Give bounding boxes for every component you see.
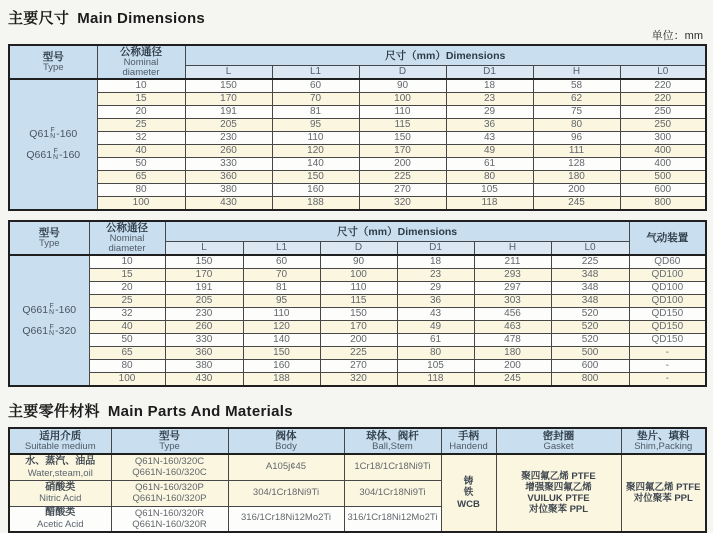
cell: 225 — [551, 255, 629, 269]
cell: 15 — [97, 93, 185, 106]
cell: 58 — [533, 79, 620, 93]
header-dimensions-label: 尺寸（mm）Dimensions — [385, 50, 506, 63]
cell: 81 — [272, 106, 359, 119]
cell: 430 — [185, 197, 272, 211]
table-row — [9, 119, 706, 132]
cell: 520 — [551, 321, 629, 334]
cell: 191 — [185, 106, 272, 119]
header-shim-packing — [621, 428, 706, 454]
handend-line: 铸 — [463, 476, 474, 488]
cell: 100 — [320, 269, 397, 282]
header-nominal-en1: Nominal — [109, 233, 145, 245]
cell: 150 — [320, 308, 397, 321]
medium-en: Water,steam,oil — [27, 467, 93, 479]
type-line: Q661N-160/320R — [132, 518, 207, 530]
cell: 330 — [185, 158, 272, 171]
medium-en: Acetic Acid — [37, 519, 84, 531]
cell: 36 — [397, 295, 474, 308]
cell: 49 — [446, 145, 533, 158]
cell: 348 — [551, 269, 629, 282]
header-type-zh: 型号 — [42, 50, 64, 63]
cell: QD150 — [629, 321, 706, 334]
cell: 170 — [320, 321, 397, 334]
header-nominal-diameter — [89, 221, 165, 255]
h-ball-zh: 球体、阀杆 — [366, 429, 419, 442]
medium-cell — [9, 454, 111, 480]
cell: 50 — [89, 334, 165, 347]
dimensions-table-2-body — [9, 255, 706, 386]
cell: 40 — [97, 145, 185, 158]
type-line: Q661N-160/320P — [132, 493, 207, 504]
medium-zh: 硝酸类 — [45, 481, 76, 493]
header-col-L0: L0 — [551, 241, 629, 255]
cell: 43 — [446, 132, 533, 145]
cell: 180 — [474, 347, 551, 360]
cell: 260 — [165, 321, 243, 334]
cell: 23 — [446, 93, 533, 106]
cell: 293 — [474, 269, 551, 282]
cell: 20 — [97, 106, 185, 119]
header-type — [111, 428, 228, 454]
table-row — [9, 295, 706, 308]
cell: 160 — [272, 184, 359, 197]
cell: 200 — [474, 360, 551, 373]
cell: 18 — [397, 255, 474, 269]
h-type-en: Type — [159, 441, 180, 453]
cell: 150 — [185, 79, 272, 93]
cell: 32 — [89, 308, 165, 321]
cell: 170 — [185, 93, 272, 106]
header-type — [9, 221, 89, 255]
cell: 478 — [474, 334, 551, 347]
cell: 61 — [446, 158, 533, 171]
ball-stem-cell: 304/1Cr18Ni9Ti — [344, 480, 441, 506]
cell: 380 — [185, 184, 272, 197]
cell: 400 — [620, 158, 706, 171]
cell: 463 — [474, 321, 551, 334]
cell: 60 — [272, 79, 359, 93]
dimensions-table-1-body — [9, 79, 706, 210]
cell: 188 — [272, 197, 359, 211]
section2-title-zh: 主要零件材料 — [8, 403, 100, 420]
medium-zh: 醋酸类 — [45, 507, 76, 519]
ball-stem-cell: 316/1Cr18Ni12Mo2Ti — [344, 506, 441, 532]
medium-zh: 水、蒸汽、油品 — [25, 455, 96, 467]
header-dimensions-band — [185, 45, 706, 65]
cell: 303 — [474, 295, 551, 308]
dimensions-table-1-header — [9, 45, 706, 79]
cell: 520 — [551, 308, 629, 321]
cell: - — [629, 360, 706, 373]
cell: - — [629, 373, 706, 387]
h-shim-en: Shim,Packing — [634, 441, 693, 453]
h-body-zh: 阀体 — [275, 429, 297, 442]
table-row — [9, 269, 706, 282]
cell: 70 — [272, 93, 359, 106]
cell: 128 — [533, 158, 620, 171]
cell: 200 — [359, 158, 446, 171]
header-pneumatic-device — [629, 221, 706, 255]
table-row — [9, 282, 706, 295]
cell: 95 — [243, 295, 320, 308]
cell: 245 — [533, 197, 620, 211]
cell: 330 — [165, 334, 243, 347]
cell: 110 — [243, 308, 320, 321]
header-col-D: D — [320, 241, 397, 255]
cell: 18 — [446, 79, 533, 93]
cell: 150 — [272, 171, 359, 184]
header-dimensions-band — [165, 221, 629, 241]
h-type-zh: 型号 — [159, 429, 180, 442]
cell: QD60 — [629, 255, 706, 269]
cell: 100 — [89, 373, 165, 387]
header-type-zh: 型号 — [38, 226, 60, 239]
cell: 110 — [272, 132, 359, 145]
cell: 40 — [89, 321, 165, 334]
shim-line: 对位聚苯 PPL — [633, 493, 693, 504]
gasket-line: 增强聚四氟乙烯 — [525, 481, 592, 493]
materials-table-header — [9, 428, 706, 454]
type-model-label: Q61 F N -160 — [29, 127, 78, 140]
h-medium-zh: 适用介质 — [39, 429, 82, 442]
header-col-D1: D1 — [446, 65, 533, 79]
h-medium-en: Suitable medium — [24, 441, 96, 453]
cell: 10 — [89, 255, 165, 269]
cell: 20 — [89, 282, 165, 295]
gasket-line: VUILUK PTFE — [527, 493, 590, 504]
h-hand-en: Handend — [449, 441, 488, 453]
cell: 160 — [243, 360, 320, 373]
type-line: Q661N-160/320C — [132, 467, 207, 479]
cell: 600 — [551, 360, 629, 373]
section1-title-en: Main Dimensions — [77, 10, 206, 27]
cell: 23 — [397, 269, 474, 282]
gasket-line: 聚四氟乙烯 PTFE — [521, 470, 596, 482]
cell: 140 — [272, 158, 359, 171]
table-row — [9, 93, 706, 106]
table-row — [9, 106, 706, 119]
cell: 111 — [533, 145, 620, 158]
body-material-cell: A105j¢45 — [228, 454, 344, 480]
type-line: Q61N-160/320R — [134, 507, 205, 519]
cell: 25 — [89, 295, 165, 308]
cell: 140 — [243, 334, 320, 347]
cell: QD100 — [629, 269, 706, 282]
cell: 180 — [533, 171, 620, 184]
table-row — [9, 171, 706, 184]
header-body — [228, 428, 344, 454]
cell: - — [629, 347, 706, 360]
cell: QD100 — [629, 282, 706, 295]
cell: 61 — [397, 334, 474, 347]
cell: 230 — [165, 308, 243, 321]
cell: 360 — [185, 171, 272, 184]
cell: 270 — [320, 360, 397, 373]
cell: 62 — [533, 93, 620, 106]
cell: 90 — [359, 79, 446, 93]
cell: 115 — [359, 119, 446, 132]
cell: 205 — [165, 295, 243, 308]
cell: 400 — [620, 145, 706, 158]
header-dimensions-label: 尺寸（mm）Dimensions — [336, 226, 458, 239]
cell: 250 — [620, 119, 706, 132]
cell: 220 — [620, 79, 706, 93]
table-row — [9, 373, 706, 387]
body-material-cell: 316/1Cr18Ni12Mo2Ti — [228, 506, 344, 532]
cell: 320 — [320, 373, 397, 387]
table-row — [9, 321, 706, 334]
cell: 120 — [243, 321, 320, 334]
cell: QD100 — [629, 295, 706, 308]
cell: 110 — [320, 282, 397, 295]
type-cell — [111, 454, 228, 480]
cell: 260 — [185, 145, 272, 158]
cell: 300 — [620, 132, 706, 145]
handend-line: 铁 — [463, 487, 474, 499]
header-nominal-en2: diameter — [108, 243, 146, 255]
cell: 191 — [165, 282, 243, 295]
cell: 348 — [551, 282, 629, 295]
cell: 297 — [474, 282, 551, 295]
type-line: Q61N-160/320P — [135, 481, 204, 493]
cell: 211 — [474, 255, 551, 269]
cell: 205 — [185, 119, 272, 132]
header-col-D: D — [359, 65, 446, 79]
table-row — [9, 158, 706, 171]
cell: 348 — [551, 295, 629, 308]
header-gasket — [496, 428, 621, 454]
cell: 50 — [97, 158, 185, 171]
header-col-L0: L0 — [620, 65, 706, 79]
header-col-H: H — [533, 65, 620, 79]
type-cell — [9, 79, 97, 210]
header-nominal-zh: 公称通径 — [120, 46, 162, 58]
cell: 520 — [551, 334, 629, 347]
cell: 43 — [397, 308, 474, 321]
cell: 800 — [551, 373, 629, 387]
header-ball-stem — [344, 428, 441, 454]
cell: 80 — [533, 119, 620, 132]
cell: 105 — [397, 360, 474, 373]
cell: 170 — [359, 145, 446, 158]
cell: 29 — [446, 106, 533, 119]
cell: 60 — [243, 255, 320, 269]
table-row — [9, 184, 706, 197]
table-row — [9, 347, 706, 360]
dimensions-table-2 — [8, 220, 707, 387]
cell: 36 — [446, 119, 533, 132]
h-gasket-en: Gasket — [543, 441, 574, 453]
cell: 430 — [165, 373, 243, 387]
type-cell — [9, 255, 89, 386]
header-col-L1: L1 — [272, 65, 359, 79]
cell: 360 — [165, 347, 243, 360]
handend-cell — [441, 454, 496, 532]
table-row — [9, 79, 706, 93]
cell: 105 — [446, 184, 533, 197]
cell: 49 — [397, 321, 474, 334]
cell: 600 — [620, 184, 706, 197]
header-nominal-en2: diameter — [122, 67, 160, 79]
table-row — [9, 308, 706, 321]
medium-cell — [9, 480, 111, 506]
ball-stem-cell: 1Cr18/1Cr18Ni9Ti — [344, 454, 441, 480]
cell: 380 — [165, 360, 243, 373]
cell: 90 — [320, 255, 397, 269]
h-ball-en: Ball,Stem — [372, 441, 413, 453]
cell: 115 — [320, 295, 397, 308]
type-model-label: Q661 F N -160 — [26, 148, 81, 161]
cell: 29 — [397, 282, 474, 295]
cell: 200 — [320, 334, 397, 347]
section1-title-zh: 主要尺寸 — [8, 10, 70, 27]
medium-en: Nitric Acid — [39, 493, 82, 505]
header-col-L1: L1 — [243, 241, 320, 255]
h-body-en: Body — [275, 441, 297, 453]
cell: QD150 — [629, 308, 706, 321]
table-row — [9, 132, 706, 145]
cell: 25 — [97, 119, 185, 132]
header-pneumatic-zh: 气动装置 — [646, 231, 689, 244]
type-line: Q61N-160/320C — [134, 456, 205, 468]
materials-table-body — [9, 454, 706, 532]
cell: 80 — [397, 347, 474, 360]
cell: 245 — [474, 373, 551, 387]
cell: 65 — [89, 347, 165, 360]
header-type-en: Type — [42, 62, 64, 74]
cell: 200 — [533, 184, 620, 197]
header-suitable-medium — [9, 428, 111, 454]
header-col-H: H — [474, 241, 551, 255]
cell: 118 — [446, 197, 533, 211]
header-col-L: L — [165, 241, 243, 255]
cell: 220 — [620, 93, 706, 106]
handend-line: WCB — [457, 498, 480, 510]
section2-title-en: Main Parts And Materials — [107, 403, 293, 420]
header-col-L: L — [185, 65, 272, 79]
shim-line: 聚四氟乙烯 PTFE — [626, 481, 701, 493]
h-shim-zh: 垫片、填料 — [637, 429, 690, 442]
type-cell — [111, 506, 228, 532]
section2-title — [8, 400, 705, 421]
cell: 150 — [359, 132, 446, 145]
cell: 110 — [359, 106, 446, 119]
cell: 80 — [446, 171, 533, 184]
cell: 225 — [320, 347, 397, 360]
cell: 100 — [97, 197, 185, 211]
cell: 150 — [243, 347, 320, 360]
cell: 500 — [620, 171, 706, 184]
table-row — [9, 360, 706, 373]
cell: 230 — [185, 132, 272, 145]
cell: 188 — [243, 373, 320, 387]
cell: 81 — [243, 282, 320, 295]
header-col-D1: D1 — [397, 241, 474, 255]
table-row — [9, 454, 706, 480]
header-handend — [441, 428, 496, 454]
header-nominal-en1: Nominal — [123, 57, 159, 69]
type-model-label: Q661 F N -320 — [22, 324, 77, 337]
h-gasket-zh: 密封圈 — [542, 429, 575, 442]
cell: 100 — [359, 93, 446, 106]
dimensions-table-2-header — [9, 221, 706, 255]
cell: 320 — [359, 197, 446, 211]
shim-packing-cell — [621, 454, 706, 532]
cell: 96 — [533, 132, 620, 145]
cell: 32 — [97, 132, 185, 145]
dimensions-table-1 — [8, 44, 707, 211]
materials-table — [8, 427, 707, 533]
cell: 170 — [165, 269, 243, 282]
medium-cell — [9, 506, 111, 532]
header-type — [9, 45, 97, 79]
cell: 120 — [272, 145, 359, 158]
cell: 225 — [359, 171, 446, 184]
header-nominal-zh: 公称通径 — [106, 222, 148, 234]
h-hand-zh: 手柄 — [458, 429, 479, 442]
cell: 500 — [551, 347, 629, 360]
cell: 118 — [397, 373, 474, 387]
cell: 150 — [165, 255, 243, 269]
header-type-en: Type — [38, 238, 60, 250]
cell: 80 — [89, 360, 165, 373]
table-row — [9, 145, 706, 158]
cell: 80 — [97, 184, 185, 197]
cell: 10 — [97, 79, 185, 93]
gasket-cell — [496, 454, 621, 532]
body-material-cell: 304/1Cr18Ni9Ti — [228, 480, 344, 506]
gasket-line: 对位聚苯 PPL — [528, 504, 589, 516]
table-row — [9, 334, 706, 347]
type-model-label: Q661 F N -160 — [22, 303, 77, 316]
type-cell — [111, 480, 228, 506]
cell: 15 — [89, 269, 165, 282]
unit-label: 单位：mm — [651, 30, 703, 42]
cell: 800 — [620, 197, 706, 211]
header-nominal-diameter — [97, 45, 185, 79]
cell: QD150 — [629, 334, 706, 347]
table-row — [9, 197, 706, 211]
cell: 270 — [359, 184, 446, 197]
cell: 75 — [533, 106, 620, 119]
cell: 95 — [272, 119, 359, 132]
cell: 70 — [243, 269, 320, 282]
cell: 456 — [474, 308, 551, 321]
cell: 250 — [620, 106, 706, 119]
table-row — [9, 255, 706, 269]
section1-title — [8, 7, 705, 28]
cell: 65 — [97, 171, 185, 184]
